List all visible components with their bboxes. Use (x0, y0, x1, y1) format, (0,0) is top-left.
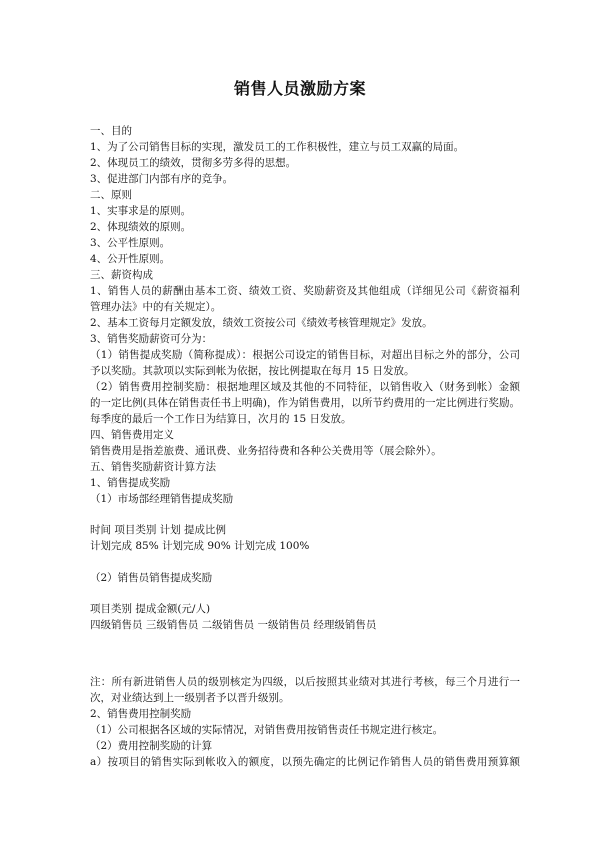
text-line: （2）销售员销售提成奖励 (90, 572, 213, 584)
table-row-line: 计划完成 85% 计划完成 90% 计划完成 100% (90, 540, 310, 552)
text-line: 1、实事求是的原则。 (90, 205, 192, 217)
text-line: （2）费用控制奖励的计算 (90, 740, 213, 752)
text-line: （2）销售费用控制奖励：根据地理区域及其他的不同特征，以销售收入（财务到帐）金额 (90, 381, 520, 393)
section-heading: 一、目的 (90, 125, 132, 137)
text-line: 2、体现员工的绩效，贯彻多劳多得的思想。 (90, 157, 297, 169)
table-row-line: 四级销售员 三级销售员 二级销售员 一级销售员 经理级销售员 (90, 619, 377, 631)
text-line: 每季度的最后一个工作日为结算日，次月的 15 日发放。 (90, 413, 352, 425)
section-heading: 四、销售费用定义 (90, 429, 174, 441)
text-line: 2、基本工资每月定额发放，绩效工资按公司《绩效考核管理规定》发放。 (90, 317, 433, 329)
text-line: 2、销售费用控制奖励 (90, 708, 192, 720)
text-line: 1、为了公司销售目标的实现，激发员工的工作积极性，建立与员工双赢的局面。 (90, 141, 465, 153)
text-line: 销售费用是指差旅费、通讯费、业务招待费和各种公关费用等（展会除外）。 (90, 445, 442, 457)
text-line: 1、销售人员的薪酬由基本工资、绩效工资、奖励薪资及其他组成（详细见公司《薪资福利 (90, 285, 520, 297)
text-line: a）按项目的销售实际到帐收入的额度，以预先确定的比例记作销售人员的销售费用预算额 (90, 756, 520, 768)
text-line: （1）公司根据各区域的实际情况，对销售费用按销售责任书规定进行核定。 (90, 724, 444, 736)
section-heading: 五、销售奖励薪资计算方法 (90, 461, 216, 473)
text-line: 3、公平性原则。 (90, 237, 171, 249)
section-heading: 二、原则 (90, 189, 132, 201)
text-line: 1、销售提成奖励 (90, 477, 171, 489)
text-line: 管理办法》中的有关规定）。 (90, 301, 222, 313)
text-line: 2、体现绩效的原则。 (90, 221, 192, 233)
text-line: （1）市场部经理销售提成奖励 (90, 493, 234, 505)
table-header-line: 项目类别 提成金额(元/人) (90, 603, 211, 615)
text-line: 4、公开性原则。 (90, 253, 171, 265)
text-line: 的一定比例(具体在销售责任书上明确)，作为销售费用，以所节约费用的一定比例进行奖励。 (90, 397, 520, 409)
note-line: 次，对业绩达到上一级别者予以晋升级别。 (90, 692, 290, 704)
text-line: 3、销售奖励薪资可分为： (90, 333, 213, 345)
document-title: 销售人员激励方案 (233, 79, 366, 98)
text-line: 予以奖励。其款项以实际到帐为依据，按比例提取在每月 15 日发放。 (90, 365, 415, 377)
note-line: 注：所有新进销售人员的级别核定为四级，以后按照其业绩对其进行考核，每三个月进行一 (90, 676, 520, 688)
table-header-line: 时间 项目类别 计划 提成比例 (90, 524, 227, 536)
section-heading: 三、薪资构成 (90, 269, 153, 281)
text-line: 3、促进部门内部有序的竞争。 (90, 173, 234, 185)
text-line: （1）销售提成奖励（简称提成）：根据公司设定的销售目标，对超出目标之外的部分，公司 (90, 349, 520, 361)
